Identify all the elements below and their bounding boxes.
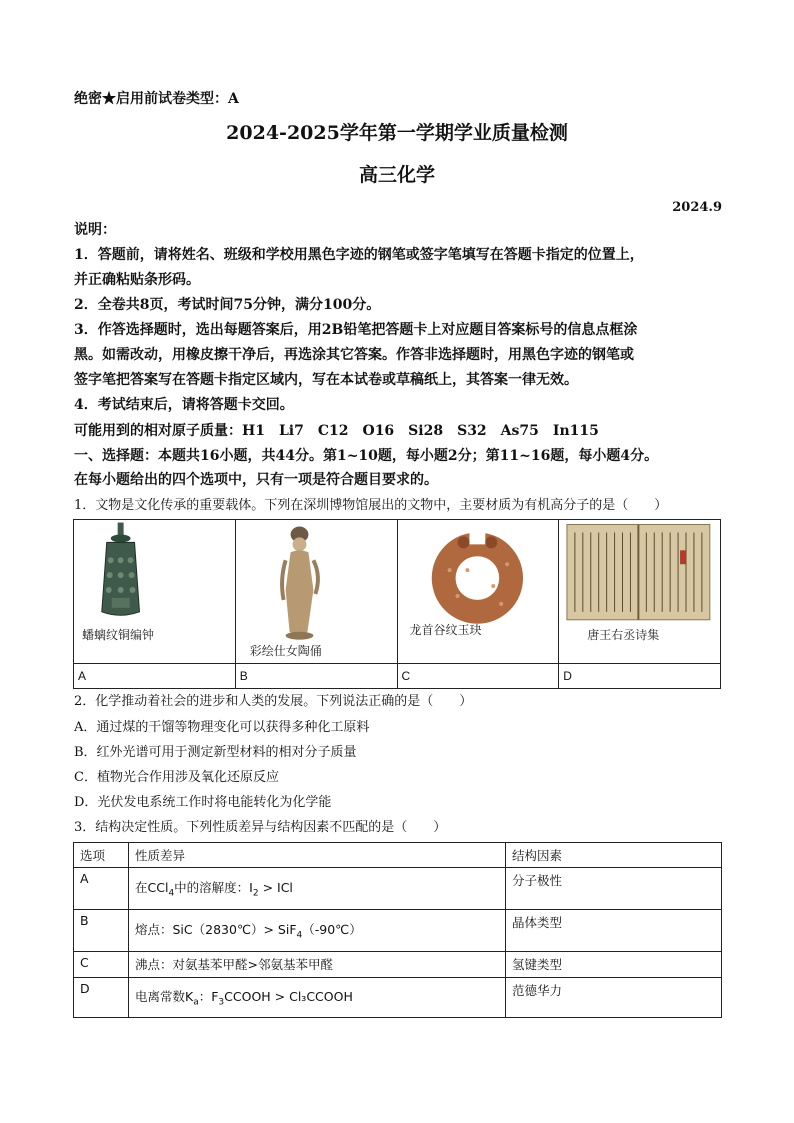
instruction-4: 4．考试结束后，请将答题卡交回。 bbox=[74, 397, 294, 413]
exam-subject: 高三化学 bbox=[358, 164, 435, 186]
q3-row-c bbox=[74, 952, 722, 978]
instruction-3c: 签字笔把答案写在答题卡指定区域内，写在本试卷或草稿纸上，其答案一律无效。 bbox=[74, 372, 578, 388]
q3-row-d-option: D bbox=[74, 978, 129, 1018]
exam-title: 2024-2025学年第一学期学业质量检测 bbox=[226, 122, 568, 144]
q3-row-a bbox=[74, 868, 722, 910]
instruction-1b: 并正确粘贴条形码。 bbox=[74, 272, 200, 288]
q3-row-d bbox=[74, 978, 722, 1018]
instruction-3b: 黑。如需改动，用橡皮擦干净后，再选涂其它答案。作答非选择题时，用黑色字迹的钢笔或 bbox=[74, 347, 634, 363]
instruction-2: 2．全卷共8页，考试时间75分钟，满分100分。 bbox=[74, 297, 381, 313]
section-1-note: 在每小题给出的四个选项中，只有一项是符合题目要求的。 bbox=[74, 472, 438, 488]
q1-caption-d: 唐王右丞诗集 bbox=[587, 628, 660, 642]
q3-row-d-property: 电离常数$K_a$：$F_3CCOOH$ > Cl₃CCOOH bbox=[129, 978, 506, 1018]
q2-option-a: A．通过煤的干馏等物理变化可以获得多种化工原料 bbox=[74, 720, 370, 735]
q3-header-factor: 结构因素 bbox=[506, 843, 722, 868]
q3-row-b-option: B bbox=[74, 910, 129, 952]
q1-cell-d bbox=[559, 520, 721, 664]
instruction-1: 1．答题前，请将姓名、班级和学校用黑色字迹的钢笔或签字笔填写在答题卡指定的位置上， bbox=[74, 247, 644, 263]
q3-row-b-factor: 晶体类型 bbox=[506, 910, 722, 952]
q1-caption-b: 彩绘仕女陶俑 bbox=[249, 644, 322, 658]
q1-cell-a bbox=[74, 520, 236, 664]
q2-option-b: B．红外光谱可用于测定新型材料的相对分子质量 bbox=[74, 745, 357, 760]
q3-row-d-factor: 范德华力 bbox=[506, 978, 722, 1018]
q3-row-b bbox=[74, 910, 722, 952]
q1-option-c: C bbox=[397, 664, 559, 689]
q1-stem: 1．文物是文化传承的重要载体。下列在深圳博物馆展出的文物中，主要材质为有机高分子的是（ ） bbox=[74, 498, 668, 513]
q3-row-b-property: 熔点：SiC（2830℃）> SiF$_4$（-90℃） bbox=[129, 910, 506, 952]
secret-label: 绝密★启用前试卷类型：A bbox=[74, 91, 239, 107]
q3-row-c-factor: 氢键类型 bbox=[506, 952, 722, 978]
q2-option-c: C．植物光合作用涉及氧化还原反应 bbox=[74, 770, 279, 785]
q3-stem: 3．结构决定性质。下列性质差异与结构因素不匹配的是（ ） bbox=[74, 820, 447, 835]
q1-option-d: D bbox=[559, 664, 721, 689]
q3-header-option: 选项 bbox=[74, 843, 129, 868]
q1-caption-c: 龙首谷纹玉玦 bbox=[409, 623, 482, 637]
q1-option-b: B bbox=[235, 664, 397, 689]
q3-table bbox=[73, 842, 722, 1018]
section-1-heading: 一、选择题：本题共16小题，共44分。第1~10题，每小题2分；第11~16题，每小题4分。 bbox=[74, 448, 659, 464]
q3-row-c-option: C bbox=[74, 952, 129, 978]
q3-row-c-property: 沸点：对氨基苯甲醛>邻氨基苯甲醛 bbox=[129, 952, 506, 978]
q2-stem: 2．化学推动着社会的进步和人类的发展。下列说法正确的是（ ） bbox=[74, 694, 473, 709]
q3-header-row bbox=[74, 843, 722, 868]
exam-date: 2024.9 bbox=[672, 200, 722, 215]
instruction-3: 3．作答选择题时，选出每题答案后，用2B铅笔把答题卡上对应题目答案标号的信息点框涂 bbox=[74, 322, 638, 338]
q1-option-a: A bbox=[74, 664, 236, 689]
q1-image-table bbox=[73, 519, 721, 689]
q1-caption-a: 蟠螭纹铜编钟 bbox=[82, 628, 155, 642]
q3-row-a-factor: 分子极性 bbox=[506, 868, 722, 910]
jade-ring-image bbox=[398, 520, 559, 663]
q3-row-a-property: 在CCl$_4$中的溶解度：$I_2$ > ICl bbox=[129, 868, 506, 910]
atomic-masses: 可能用到的相对原子质量：H1 Li7 C12 O16 Si28 S32 As75 In115 bbox=[74, 423, 599, 439]
q1-cell-b bbox=[235, 520, 397, 664]
q3-header-property: 性质差异 bbox=[129, 843, 506, 868]
q1-cell-c bbox=[397, 520, 559, 664]
q3-row-a-option: A bbox=[74, 868, 129, 910]
q2-option-d: D．光伏发电系统工作时将电能转化为化学能 bbox=[74, 795, 332, 810]
instructions-heading: 说明： bbox=[74, 222, 116, 238]
